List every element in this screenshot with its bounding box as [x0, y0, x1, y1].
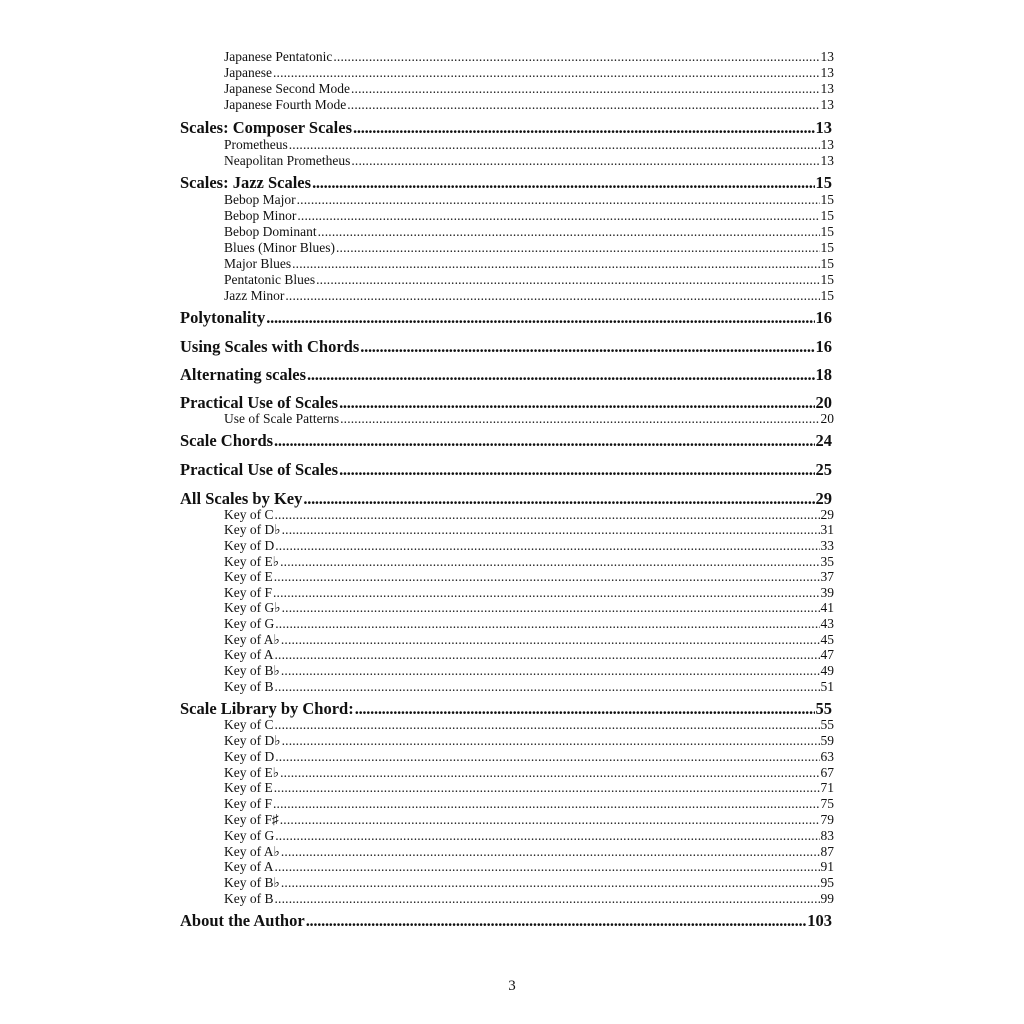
dot-leader	[316, 272, 819, 288]
dot-leader	[275, 538, 819, 554]
toc-entry-title: About the Author	[180, 911, 305, 930]
dot-leader	[275, 749, 819, 765]
dot-leader	[281, 663, 820, 679]
toc-section-entry	[180, 337, 832, 357]
toc-entry-page: 67	[820, 765, 834, 780]
toc-subentry	[224, 765, 834, 781]
dot-leader	[303, 489, 814, 509]
toc-entry-title: Key of A	[224, 647, 274, 662]
toc-subentry	[224, 812, 834, 828]
toc-subentry	[224, 891, 834, 907]
toc-entry-title: Key of B	[224, 891, 274, 906]
toc-subentry	[224, 81, 834, 97]
toc-subentry	[224, 679, 834, 695]
toc-entry-page: 75	[820, 796, 834, 811]
toc-subentry	[224, 208, 834, 224]
toc-subentry	[224, 153, 834, 169]
toc-section-entry	[180, 460, 832, 480]
toc-subentry	[224, 97, 834, 113]
dot-leader	[275, 717, 820, 733]
toc-subentry	[224, 875, 834, 891]
dot-leader	[297, 192, 820, 208]
toc-entry-page: 16	[815, 308, 832, 327]
toc-subentry	[224, 585, 834, 601]
dot-leader	[281, 844, 820, 860]
toc-subentry	[224, 733, 834, 749]
toc-entry-title: Blues (Minor Blues)	[224, 240, 335, 255]
toc-entry-page: 91	[820, 859, 834, 874]
toc-section-entry	[180, 431, 832, 451]
toc-subentry	[224, 859, 834, 875]
dot-leader	[273, 585, 820, 601]
toc-entry-title: Key of B	[224, 679, 274, 694]
toc-subentry	[224, 828, 834, 844]
toc-subentry	[224, 65, 834, 81]
toc-entry-page: 55	[820, 717, 834, 732]
toc-entry-title: Key of A♭	[224, 632, 280, 647]
toc-entry-page: 71	[820, 780, 834, 795]
toc-entry-page: 15	[820, 192, 834, 207]
toc-entry-title: Key of E♭	[224, 554, 280, 569]
toc-section-entry	[180, 118, 832, 138]
toc-entry-page: 15	[820, 256, 834, 271]
toc-entry-title: Key of A♭	[224, 844, 280, 859]
dot-leader	[347, 97, 819, 113]
toc-subentry	[224, 507, 834, 523]
toc-entry-title: Key of D♭	[224, 522, 281, 537]
toc-section-entry	[180, 393, 832, 413]
toc-subentry	[224, 796, 834, 812]
toc-section-entry	[180, 911, 832, 931]
toc-subentry	[224, 616, 834, 632]
toc-subentry	[224, 49, 834, 65]
dot-leader	[289, 137, 820, 153]
page-number: 3	[508, 978, 516, 994]
toc-subentry	[224, 663, 834, 679]
dot-leader	[281, 632, 820, 648]
toc-entry-title: Key of E	[224, 780, 273, 795]
dot-leader	[285, 288, 819, 304]
toc-entry-title: Bebop Minor	[224, 208, 297, 223]
toc-entry-title: Scale Library by Chord:	[180, 699, 354, 718]
toc-entry-title: Scale Chords	[180, 431, 274, 450]
toc-entry-page: 13	[820, 65, 834, 80]
toc-entry-page: 13	[820, 137, 834, 152]
toc-entry-title: Key of F	[224, 585, 272, 600]
toc-entry-title: Using Scales with Chords	[180, 337, 360, 356]
toc-entry-title: Key of C	[224, 507, 274, 522]
toc-subentry	[224, 256, 834, 272]
toc-entry-page: 13	[820, 49, 834, 64]
toc-entry-page: 15	[815, 173, 832, 192]
dot-leader	[275, 679, 820, 695]
toc-subentry	[224, 632, 834, 648]
dot-leader	[280, 554, 819, 570]
toc-entry-page: 13	[815, 118, 832, 137]
toc-subentry	[224, 780, 834, 796]
dot-leader	[266, 308, 814, 328]
toc-entry-page: 87	[820, 844, 834, 859]
toc-entry-page: 15	[820, 208, 834, 223]
toc-section-entry	[180, 173, 832, 193]
toc-entry-title: Key of A	[224, 859, 274, 874]
toc-entry-title: Key of D	[224, 538, 275, 553]
dot-leader	[275, 616, 819, 632]
dot-leader	[281, 875, 820, 891]
toc-subentry	[224, 600, 834, 616]
toc-subentry	[224, 554, 834, 570]
toc-subentry	[224, 224, 834, 240]
toc-subentry	[224, 192, 834, 208]
toc-section-entry	[180, 365, 832, 385]
toc-entry-title: Polytonality	[180, 308, 266, 327]
toc-entry-title: Japanese	[224, 65, 272, 80]
toc-subentry	[224, 647, 834, 663]
toc-entry-page: 99	[820, 891, 834, 906]
dot-leader	[307, 365, 814, 385]
toc-subentry	[224, 272, 834, 288]
toc-entry-title: Key of G	[224, 828, 275, 843]
toc-entry-page: 55	[815, 699, 832, 718]
toc-entry-page: 13	[820, 97, 834, 112]
toc-entry-title: Scales: Composer Scales	[180, 118, 353, 137]
toc-entry-title: Key of F♯	[224, 812, 279, 827]
toc-subentry	[224, 844, 834, 860]
toc-entry-title: Key of B♭	[224, 875, 280, 890]
toc-entry-title: Practical Use of Scales	[180, 460, 339, 479]
dot-leader	[351, 81, 820, 97]
toc-subentry	[224, 411, 834, 427]
toc-entry-title: Japanese Pentatonic	[224, 49, 333, 64]
toc-entry-title: Key of C	[224, 717, 274, 732]
dot-leader	[292, 256, 819, 272]
dot-leader	[275, 859, 820, 875]
toc-subentry	[224, 717, 834, 733]
dot-leader	[280, 812, 820, 828]
dot-leader	[275, 507, 820, 523]
dot-leader	[282, 522, 820, 538]
dot-leader	[282, 600, 820, 616]
toc-entry-page: 63	[820, 749, 834, 764]
toc-entry-page: 43	[820, 616, 834, 631]
dot-leader	[275, 828, 819, 844]
toc-entry-title: Alternating scales	[180, 365, 307, 384]
dot-leader	[273, 65, 820, 81]
toc-entry-title: Key of G	[224, 616, 275, 631]
dot-leader	[353, 118, 814, 138]
toc-entry-page: 29	[815, 489, 832, 508]
toc-entry-page: 83	[820, 828, 834, 843]
dot-leader	[274, 780, 820, 796]
toc-entry-page: 41	[820, 600, 834, 615]
toc-entry-page: 13	[820, 153, 834, 168]
dot-leader	[340, 411, 819, 427]
toc-entry-page: 37	[820, 569, 834, 584]
toc-subentry	[224, 288, 834, 304]
toc-entry-page: 33	[820, 538, 834, 553]
dot-leader	[297, 208, 819, 224]
toc-entry-title: Japanese Second Mode	[224, 81, 350, 96]
toc-entry-page: 24	[815, 431, 832, 450]
toc-entry-page: 16	[815, 337, 832, 356]
toc-entry-title: Prometheus	[224, 137, 288, 152]
toc-entry-title: Scales: Jazz Scales	[180, 173, 312, 192]
toc-entry-page: 15	[820, 288, 834, 303]
dot-leader	[351, 153, 819, 169]
toc-subentry	[224, 569, 834, 585]
toc-section-entry	[180, 308, 832, 328]
toc-entry-title: Jazz Minor	[224, 288, 285, 303]
toc-entry-title: All Scales by Key	[180, 489, 303, 508]
dot-leader	[275, 891, 820, 907]
toc-entry-page: 29	[820, 507, 834, 522]
toc-entry-title: Key of G♭	[224, 600, 281, 615]
dot-leader	[280, 765, 819, 781]
toc-entry-page: 15	[820, 240, 834, 255]
toc-entry-page: 35	[820, 554, 834, 569]
toc-entry-page: 51	[820, 679, 834, 694]
toc-entry-page: 39	[820, 585, 834, 600]
dot-leader	[318, 224, 820, 240]
toc-entry-page: 31	[820, 522, 834, 537]
toc-entry-title: Key of E	[224, 569, 273, 584]
toc-entry-page: 95	[820, 875, 834, 890]
toc-subentry	[224, 538, 834, 554]
toc-entry-title: Use of Scale Patterns	[224, 411, 340, 426]
toc-entry-page: 15	[820, 224, 834, 239]
dot-leader	[339, 460, 814, 480]
toc-entry-page: 13	[820, 81, 834, 96]
toc-entry-page: 45	[820, 632, 834, 647]
toc-subentry	[224, 749, 834, 765]
toc-entry-title: Bebop Dominant	[224, 224, 317, 239]
dot-leader	[355, 699, 815, 719]
dot-leader	[274, 569, 820, 585]
toc-entry-page: 79	[820, 812, 834, 827]
dot-leader	[274, 431, 814, 451]
toc-entry-page: 47	[820, 647, 834, 662]
toc-entry-title: Pentatonic Blues	[224, 272, 316, 287]
dot-leader	[339, 393, 814, 413]
toc-section-entry	[180, 699, 832, 719]
dot-leader	[282, 733, 820, 749]
dot-leader	[360, 337, 814, 357]
toc-subentry	[224, 522, 834, 538]
dot-leader	[312, 173, 814, 193]
toc-subentry	[224, 240, 834, 256]
toc-section-entry	[180, 489, 832, 509]
toc-entry-title: Japanese Fourth Mode	[224, 97, 347, 112]
toc-entry-page: 59	[820, 733, 834, 748]
toc-entry-title: Key of D♭	[224, 733, 281, 748]
dot-leader	[275, 647, 820, 663]
toc-entry-page: 103	[807, 911, 832, 930]
toc-entry-page: 25	[815, 460, 832, 479]
dot-leader	[333, 49, 819, 65]
toc-entry-title: Key of E♭	[224, 765, 280, 780]
toc-entry-page: 18	[815, 365, 832, 384]
dot-leader	[306, 911, 807, 931]
toc-entry-title: Key of F	[224, 796, 272, 811]
toc-subentry	[224, 137, 834, 153]
dot-leader	[273, 796, 820, 812]
toc-entry-page: 20	[815, 393, 832, 412]
toc-entry-page: 20	[820, 411, 834, 426]
toc-entry-title: Major Blues	[224, 256, 292, 271]
toc-entry-page: 49	[820, 663, 834, 678]
toc-entry-title: Practical Use of Scales	[180, 393, 339, 412]
toc-entry-page: 15	[820, 272, 834, 287]
toc-entry-title: Bebop Major	[224, 192, 296, 207]
dot-leader	[336, 240, 820, 256]
toc-entry-title: Key of D	[224, 749, 275, 764]
toc-entry-title: Key of B♭	[224, 663, 280, 678]
toc-entry-title: Neapolitan Prometheus	[224, 153, 351, 168]
